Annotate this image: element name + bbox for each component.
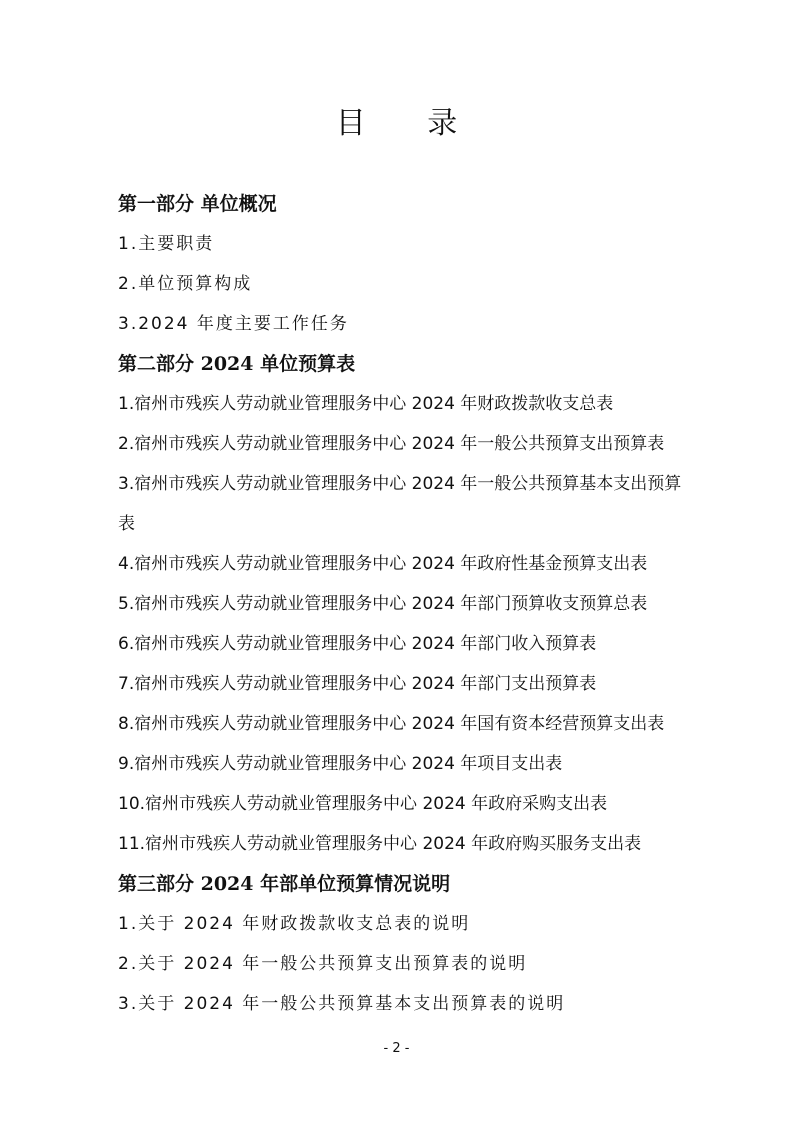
toc-item: 11.宿州市残疾人劳动就业管理服务中心 2024 年政府购买服务支出表 — [118, 834, 642, 854]
toc-item: 3.2024 年度主要工作任务 — [118, 314, 349, 334]
toc-title: 目 录 — [335, 106, 484, 141]
toc-item: 5.宿州市残疾人劳动就业管理服务中心 2024 年部门预算收支预算总表 — [118, 594, 648, 614]
toc-item: 2.宿州市残疾人劳动就业管理服务中心 2024 年一般公共预算支出预算表 — [118, 434, 665, 454]
part-3-heading: 第三部分 2024 年部单位预算情况说明 — [118, 873, 451, 895]
part-2-heading: 第二部分 2024 单位预算表 — [118, 353, 356, 375]
toc-item: 1.主要职责 — [118, 234, 215, 254]
toc-item: 2.单位预算构成 — [118, 274, 253, 294]
toc-item: 6.宿州市残疾人劳动就业管理服务中心 2024 年部门收入预算表 — [118, 634, 597, 654]
part-1-heading: 第一部分 单位概况 — [118, 193, 277, 215]
toc-item: 9.宿州市残疾人劳动就业管理服务中心 2024 年项目支出表 — [118, 754, 563, 774]
toc-item: 8.宿州市残疾人劳动就业管理服务中心 2024 年国有资本经营预算支出表 — [118, 714, 665, 734]
table-of-contents — [118, 184, 693, 1024]
toc-item: 1.宿州市残疾人劳动就业管理服务中心 2024 年财政拨款收支总表 — [118, 394, 614, 414]
toc-item: 10.宿州市残疾人劳动就业管理服务中心 2024 年政府采购支出表 — [118, 794, 608, 814]
toc-item: 4.宿州市残疾人劳动就业管理服务中心 2024 年政府性基金预算支出表 — [118, 554, 648, 574]
toc-item: 2.关于 2024 年一般公共预算支出预算表的说明 — [118, 954, 528, 974]
toc-item: 3.宿州市残疾人劳动就业管理服务中心 2024 年一般公共预算基本支出预算表 — [118, 474, 682, 534]
page-number: - 2 - — [383, 1041, 410, 1056]
toc-item: 7.宿州市残疾人劳动就业管理服务中心 2024 年部门支出预算表 — [118, 674, 597, 694]
toc-item: 3.关于 2024 年一般公共预算基本支出预算表的说明 — [118, 994, 566, 1014]
toc-item: 1.关于 2024 年财政拨款收支总表的说明 — [118, 914, 471, 934]
